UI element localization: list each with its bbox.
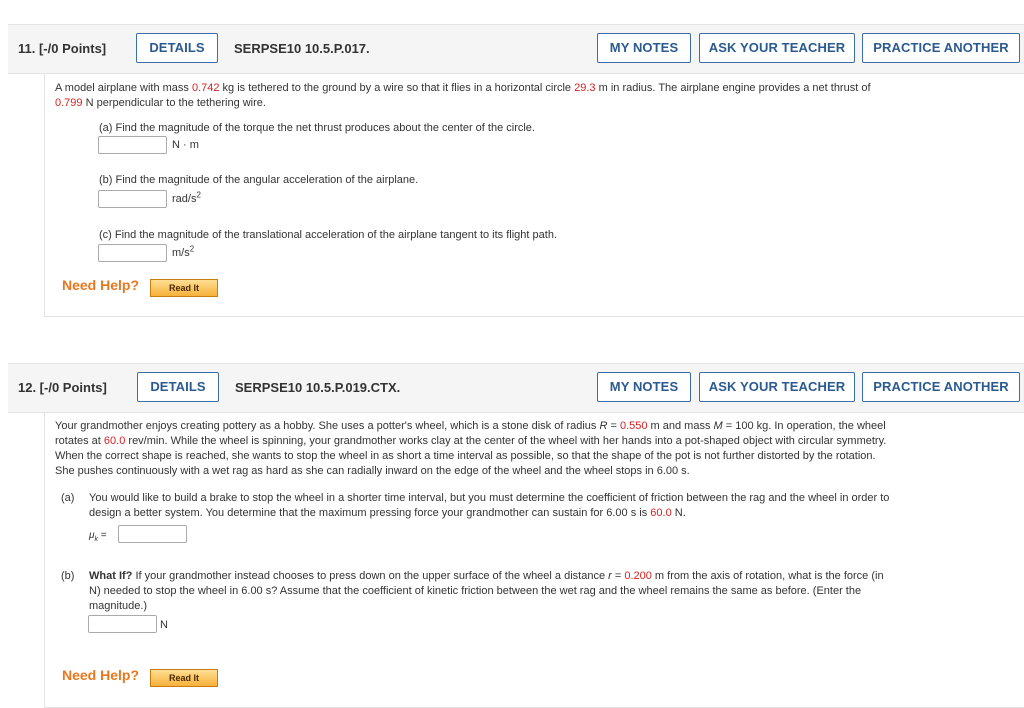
force-value: 60.0 (650, 507, 672, 519)
intro-text: m in radius. The airplane engine provides a net thrust of (595, 82, 871, 94)
intro-text: A model airplane with mass (55, 82, 192, 94)
question-number: 11. [-/0 Points] (18, 41, 107, 56)
part-a-line: design a better system. You determine that the maximum pressing force your grandmother can sustain for 6.00 s is (89, 507, 651, 519)
practice-another-button[interactable]: PRACTICE ANOTHER (862, 33, 1020, 63)
intro-text: kg is tethered to the ground by a wire so that it flies in a horizontal circle (219, 82, 575, 94)
question-header (8, 24, 1024, 74)
mu-k-label (89, 528, 107, 547)
part-a-line: You would like to build a brake to stop the wheel in a shorter time interval, but you must determine the coefficient of friction between the rag and the wheel in order to (89, 492, 890, 504)
question-12 (8, 363, 1024, 708)
ask-teacher-button[interactable]: ASK YOUR TEACHER (699, 372, 855, 402)
mu-k-input[interactable] (118, 525, 187, 543)
radius-value: 0.550 (619, 420, 648, 432)
part-b-text: (b) Find the magnitude of the angular acceleration of the airplane. (99, 174, 419, 186)
distance-symbol: r (608, 570, 612, 582)
mass-value: 0.742 (191, 82, 220, 94)
unit-b-exp: 2 (196, 190, 201, 200)
read-it-button[interactable]: Read It (150, 279, 218, 297)
intro-text: rotates at (55, 435, 104, 447)
mu-symbol: μ (89, 530, 95, 541)
answer-input-b[interactable] (98, 190, 167, 208)
unit-b-base: rad/s (172, 193, 197, 205)
need-help-label: Need Help? (62, 667, 140, 683)
question-code: SERPSE10 10.5.P.017. (234, 41, 370, 56)
part-b-line: m from the axis of rotation, what is the force (in (651, 570, 884, 582)
question-body (44, 413, 1024, 708)
details-button[interactable]: DETAILS (136, 33, 218, 63)
intro-text: She pushes continuously with a wet rag as hard as she can radially inward on the edge of the wheel and the wheel stops in 6.00 s. (55, 465, 690, 477)
my-notes-button[interactable]: MY NOTES (597, 372, 691, 402)
part-b-line: = (611, 570, 625, 582)
intro-text: rev/min. While the wheel is spinning, your grandmother works clay at the center of the wheel with her hands into a pot-shaped object with circular symmetry. (125, 435, 887, 447)
answer-input-a[interactable] (98, 136, 167, 154)
part-b-line: magnitude.) (89, 600, 148, 612)
intro-text: Your grandmother enjoys creating pottery as a hobby. She uses a potter's wheel, which is a stone disk of radius (55, 420, 600, 432)
part-c-text: (c) Find the magnitude of the translational acceleration of the airplane tangent to its flight path. (99, 229, 557, 241)
intro-text: m and mass (647, 420, 714, 432)
part-a-label: (a) (61, 492, 75, 504)
question-header (8, 363, 1024, 413)
question-number: 12. [-/0 Points] (18, 380, 107, 395)
question-text (55, 419, 1024, 479)
what-if-label: What If? (89, 570, 133, 582)
intro-text: = 100 kg. In operation, the wheel (722, 420, 886, 432)
intro-text: When the correct shape is reached, she wants to stop the wheel in as short a time interval as possible, so that the shape of the pot is not further distorted by the rotation. (55, 450, 876, 462)
thrust-value: 0.799 (55, 97, 83, 109)
answer-input-c[interactable] (98, 244, 167, 262)
part-a-line: N. (671, 507, 686, 519)
distance-value: 0.200 (624, 570, 652, 582)
unit-c (172, 246, 194, 261)
rate-value: 60.0 (103, 435, 126, 447)
part-a-text: (a) Find the magnitude of the torque the net thrust produces about the center of the circle. (99, 122, 535, 134)
equals-sign: = (97, 530, 107, 541)
ask-teacher-button[interactable]: ASK YOUR TEACHER (699, 33, 855, 63)
read-it-button[interactable]: Read It (150, 669, 218, 687)
unit-b (172, 192, 201, 207)
details-button[interactable]: DETAILS (137, 372, 219, 402)
question-text (55, 81, 1005, 111)
practice-another-button[interactable]: PRACTICE ANOTHER (862, 372, 1020, 402)
question-body (44, 74, 1024, 317)
unit-c-base: m/s (172, 247, 190, 259)
radius-value: 29.3 (574, 82, 596, 94)
part-b-label: (b) (61, 570, 75, 582)
intro-text: N perpendicular to the tethering wire. (82, 97, 266, 109)
part-b-line: N) needed to stop the wheel in 6.00 s? Assume that the coefficient of kinetic friction between the wet rag and the wheel remains the same as before. (Enter the (89, 585, 862, 597)
unit-c-exp: 2 (189, 244, 195, 254)
mu-subscript: k (94, 536, 98, 543)
part-b-text (89, 569, 1024, 614)
my-notes-button[interactable]: MY NOTES (597, 33, 691, 63)
radius-symbol: R (599, 420, 608, 432)
force-input[interactable] (88, 615, 157, 633)
part-a-text (89, 491, 1024, 521)
question-code: SERPSE10 10.5.P.019.CTX. (235, 380, 401, 395)
unit-a: N · m (172, 139, 199, 151)
force-unit: N (160, 619, 168, 631)
intro-text: = (607, 420, 620, 432)
mass-symbol: M (713, 420, 723, 432)
need-help-label: Need Help? (62, 277, 140, 293)
question-11 (8, 24, 1024, 317)
part-b-line: If your grandmother instead chooses to press down on the upper surface of the wheel a distance (132, 570, 609, 582)
